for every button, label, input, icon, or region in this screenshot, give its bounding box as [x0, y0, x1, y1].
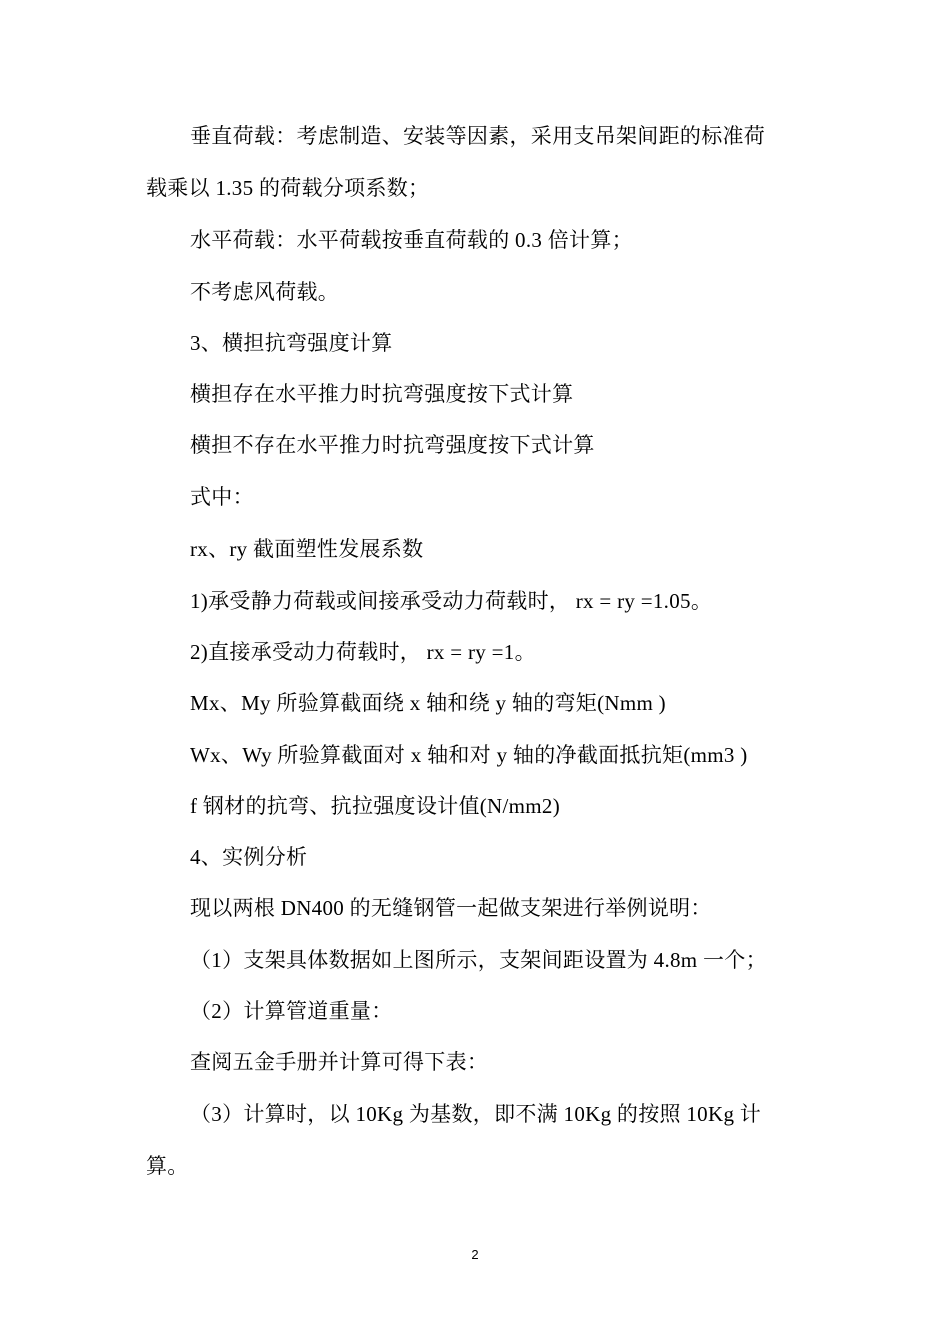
- paragraph-static-load: 1)承受静力荷载或间接承受动力荷载时， rx = ry =1.05。: [190, 589, 713, 613]
- page-number: 2: [471, 1247, 479, 1262]
- paragraph-plastic-coefficient: rx、ry 截面塑性发展系数: [190, 537, 424, 561]
- paragraph-step-2: （2）计算管道重量：: [190, 999, 393, 1023]
- paragraph-example-intro: 现以两根 DN400 的无缝钢管一起做支架进行举例说明：: [190, 896, 712, 920]
- paragraph-horizontal-load: 水平荷载：水平荷载按垂直荷载的 0.3 倍计算；: [190, 228, 633, 252]
- section-heading-4: 4、实例分析: [190, 845, 308, 869]
- paragraph-section-modulus: Wx、Wy 所验算截面对 x 轴和对 y 轴的净截面抵抗矩(mm3 ): [190, 743, 748, 767]
- paragraph-step-3: （3）计算时，以 10Kg 为基数，即不满 10Kg 的按照 10Kg 计: [190, 1102, 762, 1126]
- paragraph-vertical-load-continued: 载乘以 1.35 的荷载分项系数；: [146, 176, 430, 200]
- paragraph-step-1: （1）支架具体数据如上图所示，支架间距设置为 4.8m 一个；: [190, 948, 767, 972]
- paragraph-table-reference: 查阅五金手册并计算可得下表：: [190, 1050, 489, 1074]
- paragraph-vertical-load: 垂直荷载：考虑制造、安装等因素，采用支吊架间距的标准荷: [190, 124, 766, 148]
- section-heading-3: 3、横担抗弯强度计算: [190, 331, 393, 355]
- paragraph-step-3-continued: 算。: [146, 1154, 189, 1178]
- paragraph-without-horizontal-thrust: 横担不存在水平推力时抗弯强度按下式计算: [190, 433, 595, 457]
- paragraph-where: 式中：: [190, 485, 254, 509]
- paragraph-design-strength: f 钢材的抗弯、抗拉强度设计值(N/mm2): [190, 794, 560, 818]
- paragraph-bending-moment: Mx、My 所验算截面绕 x 轴和绕 y 轴的弯矩(Nmm ): [190, 691, 666, 715]
- paragraph-no-wind-load: 不考虑风荷载。: [190, 280, 340, 304]
- paragraph-dynamic-load: 2)直接承受动力荷载时， rx = ry =1。: [190, 640, 536, 664]
- paragraph-with-horizontal-thrust: 横担存在水平推力时抗弯强度按下式计算: [190, 382, 574, 406]
